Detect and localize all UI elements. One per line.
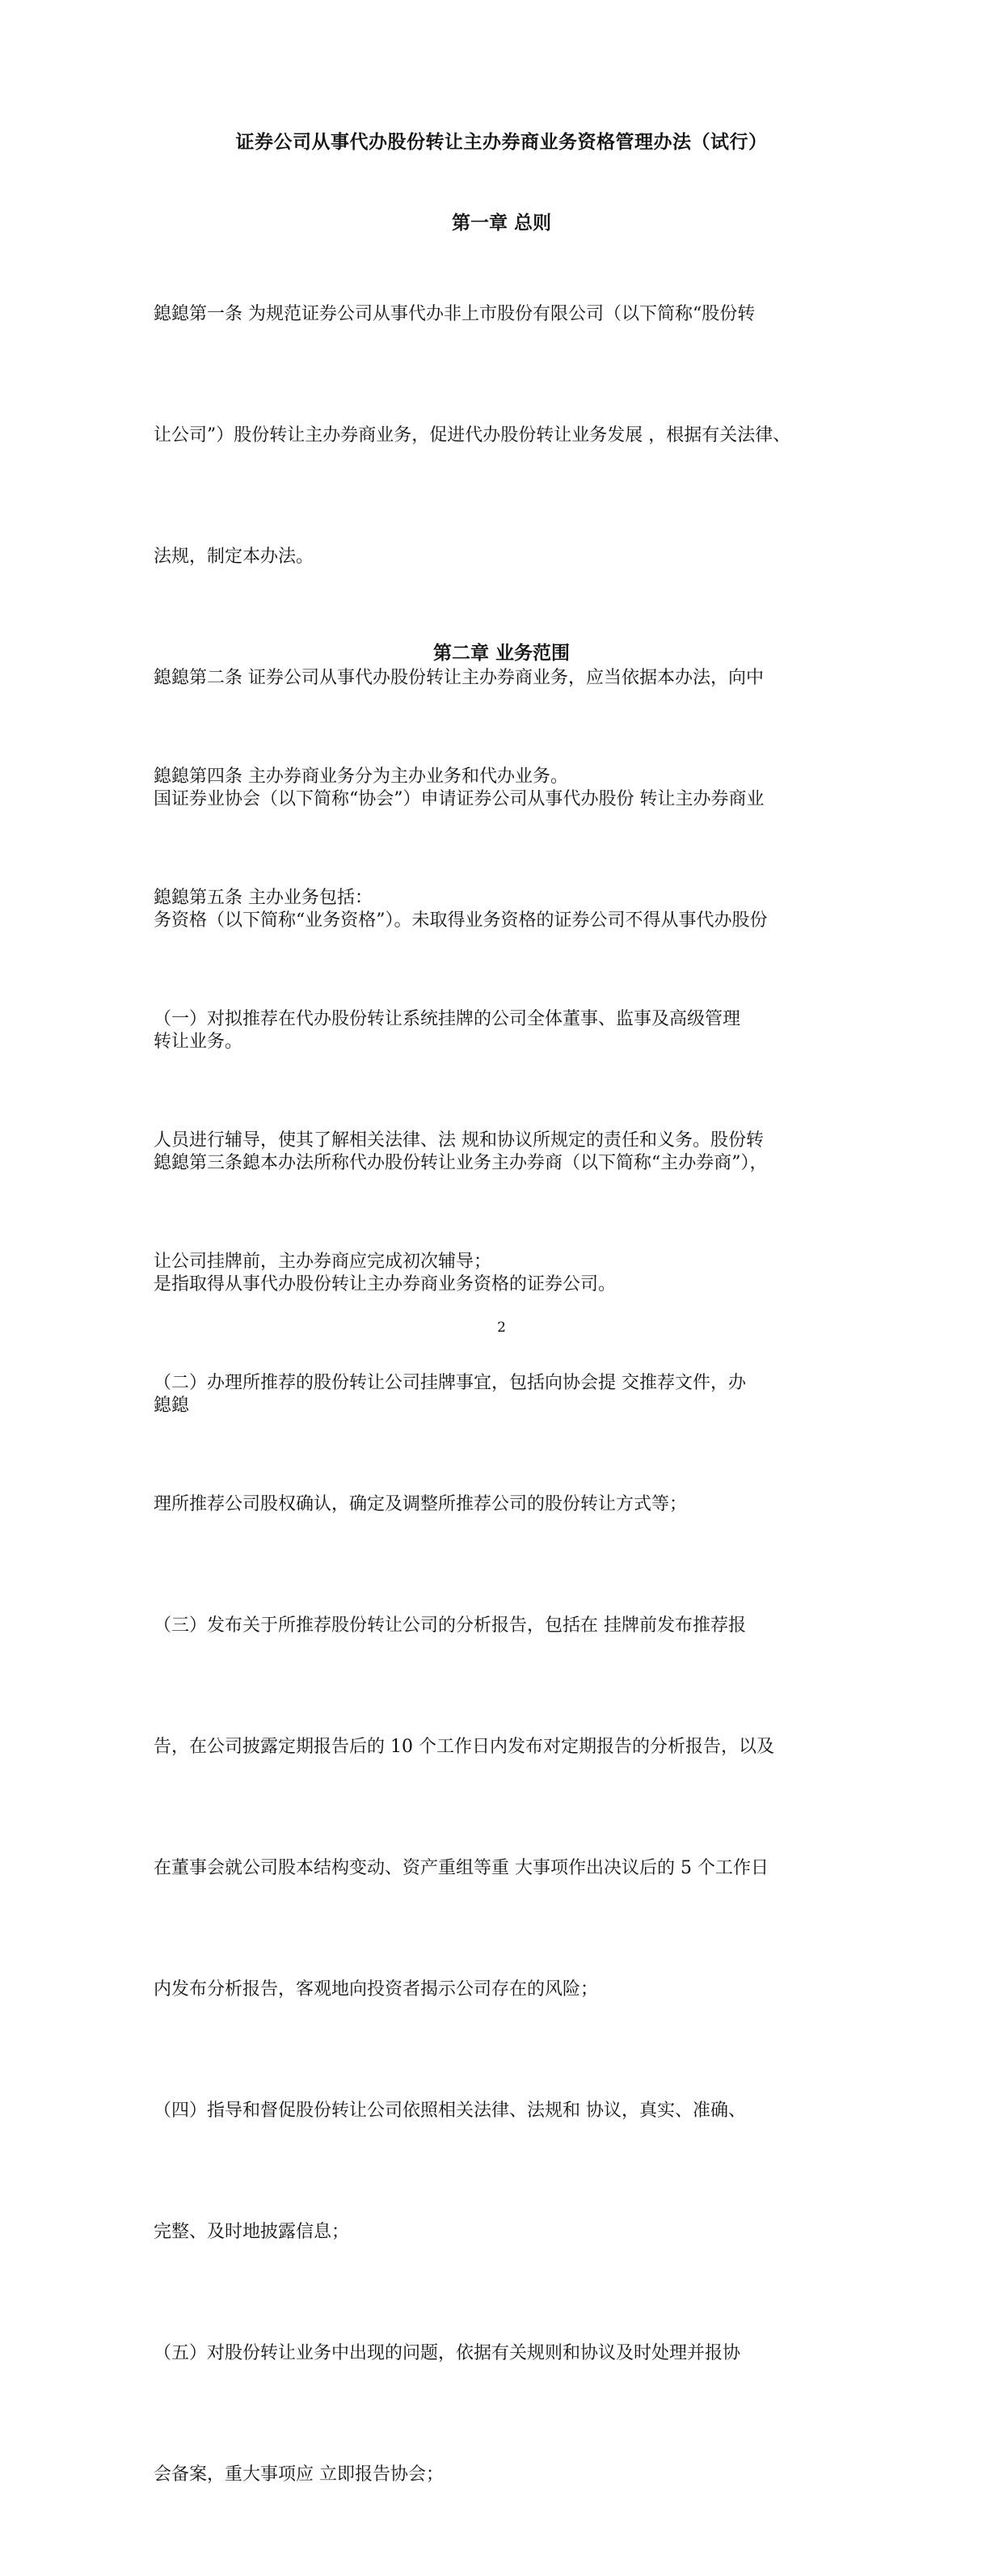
text-line: （四）指导和督促股份转让公司依照相关法律、法规和 协议，真实、准确、 xyxy=(154,2101,746,2121)
text-line: （一）对拟推荐在代办股份转让系统挂牌的公司全体董事、监事及高级管理 xyxy=(154,1009,741,1029)
text-line: 在董事会就公司股本结构变动、资产重组等重 大事项作出决议后的 5 个工作日 xyxy=(154,1858,769,1878)
text-line: 转让业务。 xyxy=(154,1032,243,1052)
chapter-2-body xyxy=(154,676,857,2576)
page-number: 2 xyxy=(497,1320,506,1336)
text-line: 鎴鎴第二条 证券公司从事代办股份转让主办券商业务，应当依据本办法，向中 xyxy=(154,668,764,688)
text-line: 鎴鎴第三条鎴本办法所称代办股份转让业务主办券商（以下简称“主办券商”）， xyxy=(154,1153,768,1173)
text-line: 鎴鎴 xyxy=(154,1396,190,1416)
text-line: 鎴鎴第四条 主办券商业务分为主办业务和代办业务。 xyxy=(154,766,568,787)
text-line: 内发布分析报告，客观地向投资者揭示公司存在的风险； xyxy=(154,1979,599,2000)
chapter-heading-2: 第二章 业务范围 xyxy=(432,643,570,664)
text-line: 完整、及时地披露信息； xyxy=(154,2222,350,2242)
text-line: 法规，制定本办法。 xyxy=(154,547,314,567)
text-line: （五）对股份转让业务中出现的问题，依据有关规则和协议及时处理并报协 xyxy=(154,2343,741,2363)
text-line: 理所推荐公司股权确认，确定及调整所推荐公司的股份转让方式等； xyxy=(154,1494,688,1514)
chapter-heading-1: 第一章 总则 xyxy=(451,213,551,234)
text-line: 鎴鎴第一条 为规范证券公司从事代办非上市股份有限公司（以下简称“股份转 xyxy=(154,304,756,324)
text-line: 让公司”）股份转让主办券商业务，促进代办股份转让业务发展 ，根据有关法律、 xyxy=(154,425,791,446)
text-line: 是指取得从事代办股份转让主办券商业务资格的证券公司。 xyxy=(154,1274,617,1294)
text-line: 鎴鎴第五条 主办业务包括： xyxy=(154,888,373,908)
text-line: 人员进行辅导，使其了解相关法律、法 规和协议所规定的责任和义务。股份转 xyxy=(154,1130,764,1151)
text-line: 告，在公司披露定期报告后的 10 个工作日内发布对定期报告的分析报告，以及 xyxy=(154,1737,774,1757)
text-line: （三）发布关于所推荐股份转让公司的分析报告，包括在 挂牌前发布推荐报 xyxy=(154,1615,746,1636)
text-line: 国证券业协会（以下简称“协会”）申请证券公司从事代办股份 转让主办券商业 xyxy=(154,789,765,809)
text-line: （二）办理所推荐的股份转让公司挂牌事宜，包括向协会提 交推荐文件，办 xyxy=(154,1373,746,1393)
text-line: 让公司挂牌前，主办券商应完成初次辅导； xyxy=(154,1252,492,1272)
document-title: 证券公司从事代办股份转让主办券商业务资格管理办法（试行） xyxy=(235,132,768,153)
text-line: 务资格（以下简称“业务资格”）。未取得业务资格的证券公司不得从事代办股份 xyxy=(154,910,768,931)
text-line: 会备案，重大事项应 立即报告协会； xyxy=(154,2464,444,2485)
